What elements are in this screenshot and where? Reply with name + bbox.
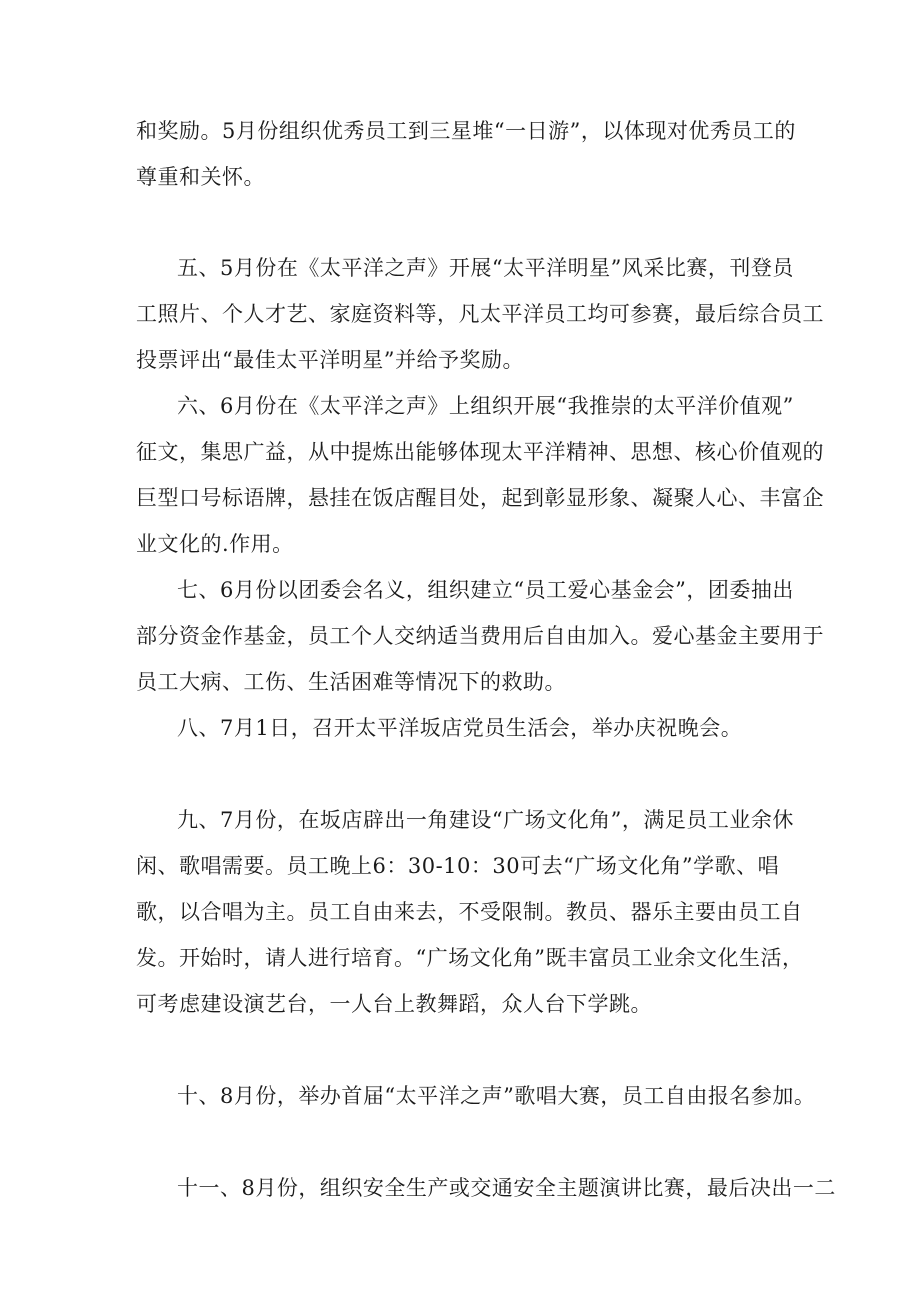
paragraph-item-6 [136, 383, 824, 567]
paragraph-item-11 [136, 1165, 836, 1211]
text-line: 九、7月份，在坂店辟出一角建设“广场文化角”，满足员工业余休 [177, 808, 794, 832]
text-line: 和奖励。5月份组织优秀员工到三星堆“一日游”，以体现对优秀员工的 [136, 119, 796, 143]
text-line: 八、7月1日，召开太平洋坂店党员生活会，举办庆祝晚会。 [177, 716, 743, 740]
text-line: 员工大病、工伤、生活困难等情况下的救助。 [136, 670, 566, 694]
text-line: 可考虑建设演艺台，一人台上教舞蹈，众人台下学跳。 [136, 992, 652, 1016]
paragraph-award-trip [136, 108, 796, 200]
text-line: 业文化的.作用。 [136, 532, 294, 556]
text-line: 十、8月份，举办首届“太平洋之声”歌唱大赛，员工自由报名参加。 [177, 1084, 816, 1108]
text-line: 十一、8月份，组织安全生产或交通安全主题演讲比赛，最后决出一二 [177, 1176, 836, 1200]
paragraph-item-10 [136, 1073, 816, 1119]
text-line: 巨型口号标语牌，悬挂在饭店醒目处，起到彰显形象、凝聚人心、丰富企 [136, 486, 824, 510]
text-line: 歌，以合唱为主。员工自由来去，不受限制。教员、器乐主要由员工自 [136, 900, 803, 924]
text-line: 闲、歌唱需要。员工晚上6：30-10：30可去“广场文化角”学歌、唱 [136, 854, 780, 878]
text-line: 七、6月份以团委会名义，组织建立“员工爱心基金会”，团委抽出 [177, 578, 794, 602]
paragraph-item-5 [136, 245, 824, 383]
paragraph-item-7 [136, 567, 824, 705]
text-line: 发。开始时，请人进行培育。“广场文化角”既丰富员工业余文化生活， [136, 946, 804, 970]
text-line: 投票评出“最佳太平洋明星”并给予奖励。 [136, 348, 524, 372]
text-line: 六、6月份在《太平洋之声》上组织开展“我推崇的太平洋价值观” [177, 394, 794, 418]
text-line: 征文，集思广益，从中提炼出能够体现太平洋精神、思想、核心价值观的 [136, 440, 824, 464]
text-line: 部分资金作基金，员工个人交纳适当费用后自由加入。爱心基金主要用于 [136, 624, 824, 648]
paragraph-item-8 [136, 705, 796, 751]
text-line: 尊重和关怀。 [136, 165, 265, 189]
paragraph-item-9 [136, 797, 804, 1027]
text-line: 工照片、个人才艺、家庭资料等，凡太平洋员工均可参赛，最后综合员工 [136, 302, 824, 326]
text-line: 五、5月份在《太平洋之声》开展“太平洋明星”风采比赛，刊登员 [177, 256, 794, 280]
